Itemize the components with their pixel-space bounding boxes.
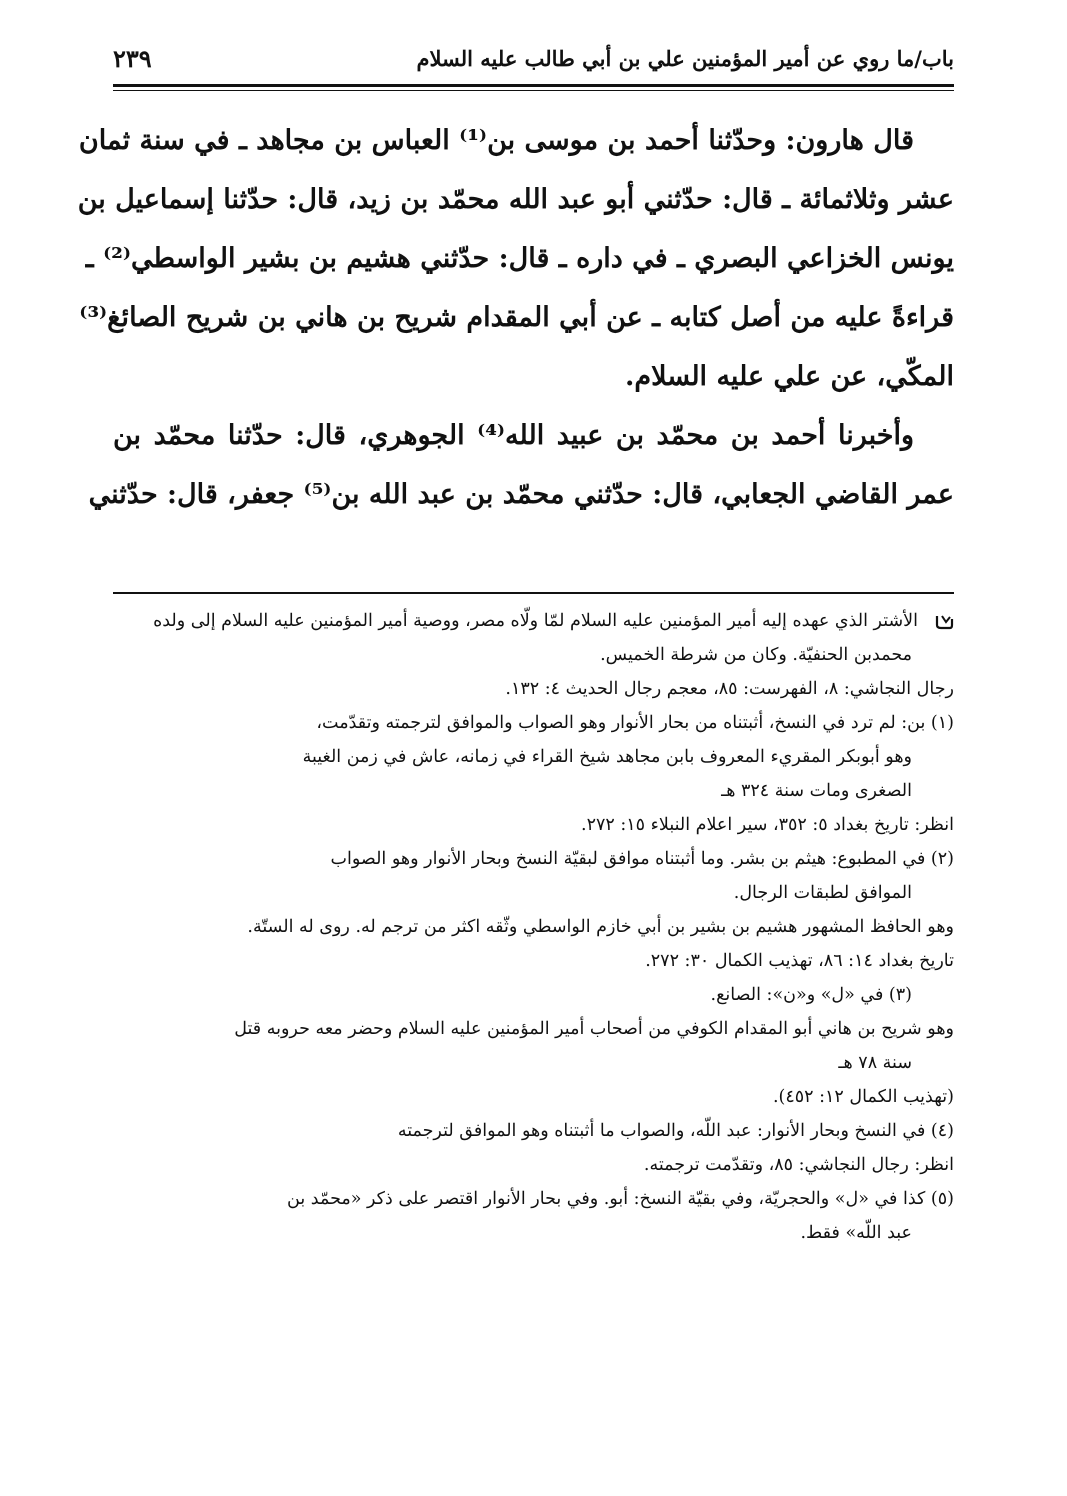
- main-line: المكّي، عن علي عليه السلام.: [625, 361, 954, 392]
- footnote-line: (٤) في النسخ وبحار الأنوار: عبد اللّه، والصواب ما أثبتناه وهو الموافق لترجمته: [397, 1121, 954, 1141]
- footnote-line: تاريخ بغداد ١٤: ٨٦، تهذيب الكمال ٣٠: ٢٧٢.: [645, 951, 954, 971]
- continuation-marker-icon: [934, 613, 954, 631]
- footnote-line: (٢) في المطبوع: هيثم بن بشر. وما أثبتناه موافق لبقيّة النسخ وبحار الأنوار وهو الصواب: [330, 849, 954, 869]
- footnote-line: (٥) كذا في «ل» والحجريّة، وفي بقيّة النسخ: أبو. وفي بحار الأنوار اقتصر على ذكر «محمّد بن: [287, 1189, 954, 1209]
- footnote-line: محمدبن الحنفيّة. وكان من شرطة الخميس.: [600, 645, 912, 665]
- footnotes: [113, 604, 954, 1250]
- page-header: [113, 40, 954, 80]
- header-rule-thick: [113, 84, 954, 87]
- main-line: قال هارون: وحدّثنا أحمد بن موسى بن⁽¹⁾ العباس بن مجاهد ـ في سنة ثمان: [78, 125, 914, 156]
- footnote-line: رجال النجاشي: ٨، الفهرست: ٨٥، معجم رجال الحديث ٤: ١٣٢.: [505, 679, 954, 699]
- main-line: عشر وثلاثمائة ـ قال: حدّثني أبو عبد الله محمّد بن زيد، قال: حدّثنا إسماعيل بن: [77, 184, 954, 215]
- footnote-line: الأشتر الذي عهده إليه أمير المؤمنين عليه السلام لمّا ولّاه مصر، ووصية أمير المؤمنين عليه السلام إلى ولده: [113, 604, 954, 638]
- footnote-line: سنة ٧٨ هـ: [838, 1053, 912, 1073]
- footnote-line: (٣) في «ل» و«ن»: الصانع.: [710, 985, 912, 1005]
- footnote-line: الموافق لطبقات الرجال.: [733, 883, 912, 903]
- page-number: ٢٣٩: [113, 44, 152, 73]
- main-line: عمر القاضي الجعابي، قال: حدّثني محمّد بن عبد الله بن⁽⁵⁾ جعفر، قال: حدّثني: [88, 479, 954, 510]
- footnote-line: وهو الحافظ المشهور هشيم بن بشير بن أبي خازم الواسطي وثّقه اكثر من ترجم له. روى له الستّة.: [247, 917, 954, 937]
- footnote-line: عبد اللّه» فقط.: [800, 1223, 912, 1243]
- footnote-line: انظر: رجال النجاشي: ٨٥، وتقدّمت ترجمته.: [643, 1155, 954, 1175]
- footnote-line: وهو أبوبكر المقريء المعروف بابن مجاهد شيخ القراء في زمانه، عاش في زمن الغيبة: [302, 747, 912, 767]
- main-line: وأخبرنا أحمد بن محمّد بن عبيد الله⁽⁴⁾ الجوهري، قال: حدّثنا محمّد بن: [113, 420, 914, 451]
- footnote-rule: [113, 592, 954, 594]
- main-line: يونس الخزاعي البصري ـ في داره ـ قال: حدّثني هشيم بن بشير الواسطي⁽²⁾ ـ: [85, 243, 954, 274]
- footnote-line: الصغرى ومات سنة ٣٢٤ هـ: [721, 781, 912, 801]
- footnote-line: وهو شريح بن هاني أبو المقدام الكوفي من أصحاب أمير المؤمنين عليه السلام وحضر معه حروبه قتل: [234, 1019, 954, 1039]
- chapter-title: باب/ما روي عن أمير المؤمنين علي بن أبي طالب عليه السلام: [416, 46, 954, 71]
- footnote-line: انظر: تاريخ بغداد ٥: ٣٥٢، سير اعلام النبلاء ١٥: ٢٧٢.: [581, 815, 954, 835]
- header-rule-thin: [113, 90, 954, 91]
- footnote-line: (١) بن: لم ترد في النسخ، أثبتناه من بحار الأنوار وهو الصواب والموافق لترجمته وتقدّمت،: [316, 713, 954, 733]
- main-line: قراءةً عليه من أصل كتابه ـ عن أبي المقدام شريح بن هاني بن شريح الصائغ⁽³⁾: [79, 302, 954, 333]
- footnote-line: (تهذيب الكمال ١٢: ٤٥٢).: [772, 1087, 954, 1107]
- main-text: [77, 118, 954, 531]
